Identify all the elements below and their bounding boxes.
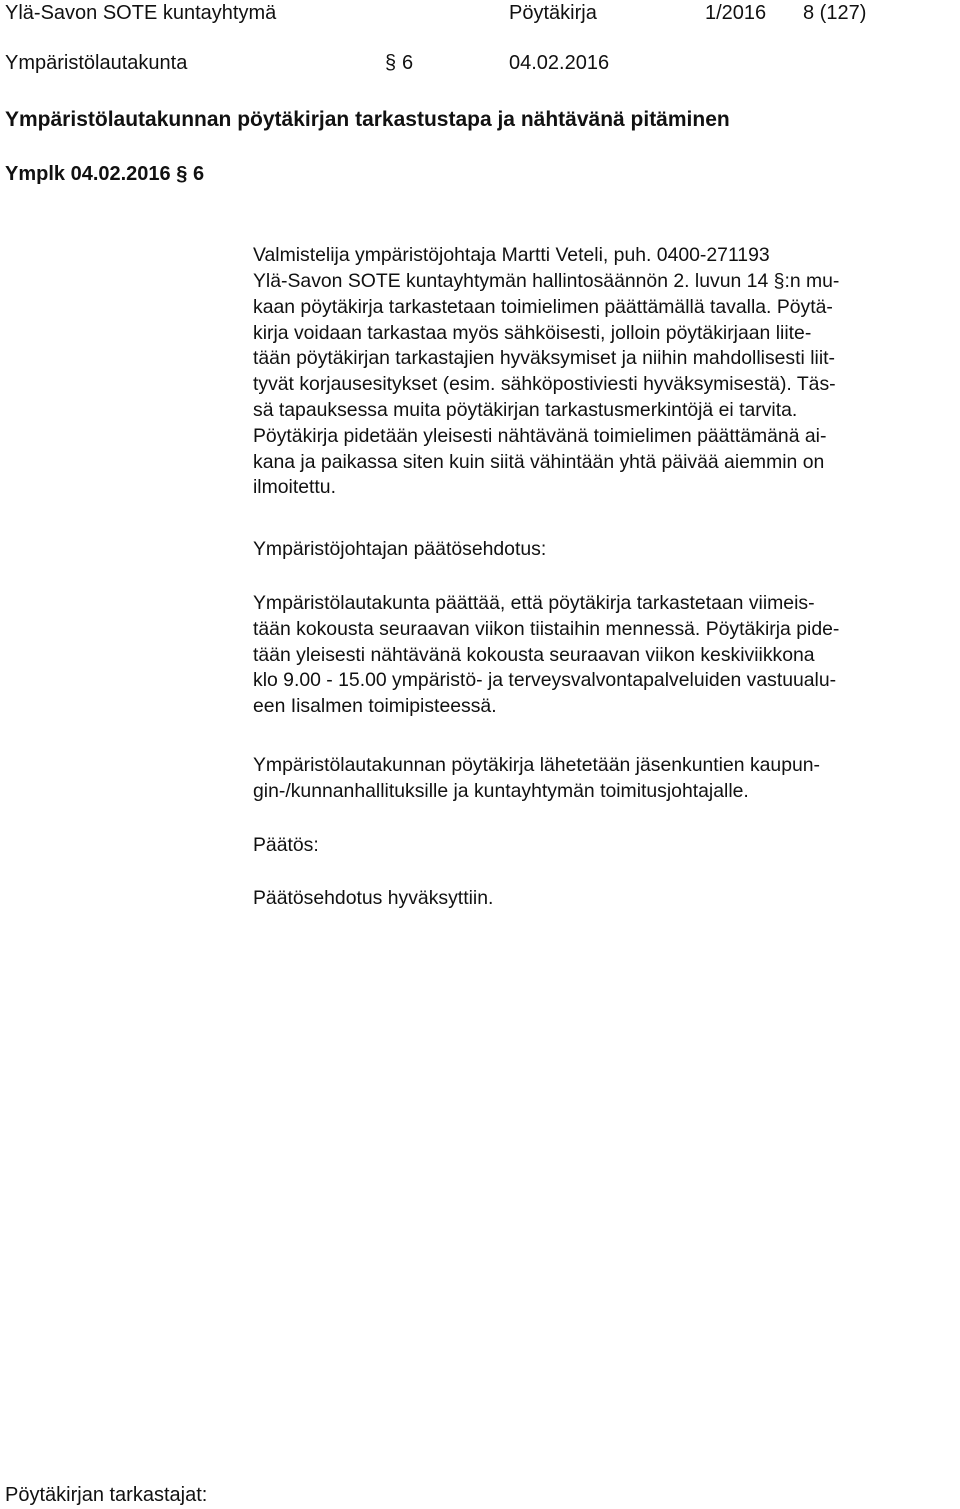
- header-section-number: 6: [402, 52, 414, 74]
- decision-label: Päätös:: [253, 834, 319, 856]
- paragraph-line: [253, 269, 953, 295]
- paragraph-line: tään pöytäkirjan tarkastajien hyväksymiset ja niihin mahdollisesti liit-: [253, 347, 835, 370]
- proposal-line: tään yleisesti nähtävänä kokousta seuraavan viikon keskiviikkona: [253, 643, 815, 666]
- item-reference: [5, 160, 204, 188]
- item-reference-sign: §: [176, 163, 188, 185]
- paragraph-line: kaan pöytäkirja tarkastetaan toimielimen päättämällä tavalla. Pöytä-: [253, 295, 833, 318]
- proposal-line: Ympäristölautakunta päättää, että pöytäkirja tarkastetaan viimeis-: [253, 592, 815, 614]
- paragraph-line: Ympäristölautakunnan pöytäkirja lähetetään jäsenkuntien kaupun-: [253, 754, 821, 776]
- proposal-line: tään kokousta seuraavan viikon tiistaihin mennessä. Pöytäkirja pide-: [253, 617, 840, 640]
- paragraph-line: sä tapauksessa muita pöytäkirjan tarkastusmerkintöjä ei tarvita.: [253, 398, 798, 421]
- paragraph-distribution: [253, 753, 953, 805]
- paragraph-line: kirja voidaan tarkastaa myös sähköisesti, jolloin pöytäkirjaan liite-: [253, 321, 812, 344]
- decision-block: [253, 886, 953, 912]
- preparer-line: [253, 243, 953, 269]
- header-section-sign: §: [385, 52, 397, 74]
- paragraph-line: gin-/kunnanhallituksille ja kuntayhtymän toimitusjohtajalle.: [253, 779, 749, 802]
- header-organization: Ylä-Savon SOTE kuntayhtymä: [5, 2, 277, 24]
- section-sign: §: [773, 270, 785, 292]
- header-date: 04.02.2016: [509, 52, 610, 74]
- paragraph-line: ilmoitettu.: [253, 476, 336, 499]
- decision-label-block: [253, 833, 953, 859]
- header-doc-type: Pöytäkirja: [509, 2, 597, 24]
- footer-reviewers-label: Pöytäkirjan tarkastajat:: [5, 1484, 208, 1506]
- decision-text: Päätösehdotus hyväksyttiin.: [253, 887, 494, 909]
- paragraph-text: Ylä-Savon SOTE kuntayhtymän hallintosäännön 2. luvun 14: [253, 270, 774, 292]
- item-title: Ympäristölautakunnan pöytäkirjan tarkastustapa ja nähtävänä pitäminen: [5, 108, 730, 131]
- item-reference-number: 6: [192, 163, 205, 185]
- item-reference-prefix: Ymplk 04.02.2016: [5, 163, 171, 185]
- header-committee: Ympäristölautakunta: [5, 52, 188, 74]
- paragraph-review-method: [253, 269, 953, 501]
- paragraph-line: Pöytäkirja pidetään yleisesti nähtävänä toimielimen päättämänä ai-: [253, 424, 827, 447]
- paragraph-text: :n mu-: [784, 270, 840, 292]
- paragraph-line: kana ja paikassa siten kuin siitä vähintään yhtä päivää aiemmin on: [253, 450, 825, 473]
- proposal-line: klo 9.00 - 15.00 ympäristö- ja terveysvalvontapalveluiden vastuualu-: [253, 669, 837, 692]
- proposal-block: [253, 591, 953, 720]
- proposal-label: Ympäristöjohtajan päätösehdotus:: [253, 538, 547, 560]
- preparer-text: Valmistelija ympäristöjohtaja Martti Veteli, puh. 0400-271193: [253, 244, 770, 266]
- header-doc-number: 1/2016: [705, 2, 767, 24]
- header-page-number: 8 (127): [803, 2, 867, 24]
- proposal-label-block: [253, 537, 953, 563]
- proposal-line: een Iisalmen toimipisteessä.: [253, 695, 497, 718]
- paragraph-line: tyvät korjausesitykset (esim. sähköpostiviesti hyväksymisestä). Täs-: [253, 373, 836, 396]
